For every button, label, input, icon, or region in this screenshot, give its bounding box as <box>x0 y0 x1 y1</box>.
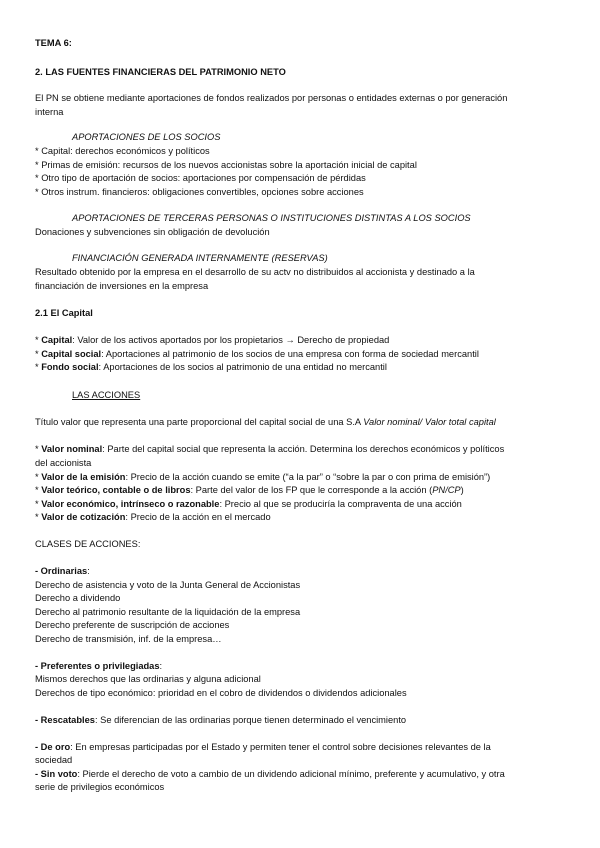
desc: : Parte del valor de los FP que le corresponde a la acción ( <box>190 485 433 495</box>
desc: : Aportaciones de los socios al patrimonio de una entidad no mercantil <box>98 362 387 372</box>
socios-item: * Otro tipo de aportación de socios: aportaciones por compensación de pérdidas <box>35 173 366 183</box>
socios-item: * Primas de emisión: recursos de los nuevos accionistas sobre la aportación inicial de capital <box>35 160 417 170</box>
socios-item: * Capital: derechos económicos y políticos <box>35 146 210 156</box>
ordinarias-title <box>35 565 90 578</box>
ordinarias-item: Derecho a dividendo <box>35 593 121 603</box>
aportaciones-terceros-text: Donaciones y subvenciones sin obligación de devolución <box>35 227 270 237</box>
term: Valor de la emisión <box>41 472 126 482</box>
tema-label: TEMA 6: <box>35 38 72 48</box>
preferentes-title <box>35 660 162 673</box>
ordinarias-item: Derecho al patrimonio resultante de la liquidación de la empresa <box>35 607 301 617</box>
intro-line-2: interna <box>35 107 64 117</box>
bullet: * <box>35 362 42 372</box>
desc: : Aportaciones al patrimonio de los socios de una empresa con forma de sociedad mercantil <box>101 349 479 359</box>
bullet: * <box>35 472 42 482</box>
valor-emision-item <box>35 471 490 484</box>
term: Valor teórico, contable o de libros <box>41 485 191 495</box>
sin-voto-cont: serie de privilegios económicos <box>35 782 165 792</box>
aportaciones-socios-heading: APORTACIONES DE LOS SOCIOS <box>72 132 221 142</box>
bullet: * <box>35 335 42 345</box>
preferentes-item: Mismos derechos que las ordinarias y alguna adicional <box>35 674 261 684</box>
clases-heading: CLASES DE ACCIONES: <box>35 539 141 549</box>
financiacion-interna-line-2: financiación de inversiones en la empresa <box>35 281 209 291</box>
ordinarias-item: Derecho de transmisión, inf. de la empresa… <box>35 634 222 644</box>
valor-cotizacion-item <box>35 511 271 524</box>
end: ) <box>460 485 464 495</box>
title: - De oro <box>35 742 71 752</box>
desc: : En empresas participadas por el Estado y permiten tener el control sobre decisiones relevantes de la <box>70 742 491 752</box>
acciones-heading: LAS ACCIONES <box>72 390 141 400</box>
bullet: * <box>35 444 42 454</box>
bullet: * <box>35 485 42 495</box>
bullet: * <box>35 499 42 509</box>
desc: : Precio al que se produciría la compraventa de una acción <box>219 499 462 509</box>
term: Valor de cotización <box>41 512 126 522</box>
term: Capital social <box>41 349 102 359</box>
title: - Sin voto <box>35 769 78 779</box>
colon: : <box>159 661 163 671</box>
definition-text: Título valor que representa una parte proporcional del capital social de una S.A <box>35 417 364 427</box>
acciones-definition <box>35 416 496 429</box>
section-title: 2. LAS FUENTES FINANCIERAS DEL PATRIMONIO NETO <box>35 67 286 77</box>
term: Valor económico, intrínseco o razonable <box>41 499 220 509</box>
desc: : Se diferencian de las ordinarias porque tienen determinado el vencimiento <box>94 715 407 725</box>
capital-social-item <box>35 348 479 361</box>
desc: : Pierde el derecho de voto a cambio de un dividendo adicional mínimo, preferente y acumulativo, y otra <box>77 769 505 779</box>
financiacion-interna-heading: FINANCIACIÓN GENERADA INTERNAMENTE (RESERVAS) <box>72 253 328 263</box>
term: Fondo social <box>41 362 99 372</box>
desc: : Precio de la acción en el mercado <box>125 512 271 522</box>
financiacion-interna-line-1: Resultado obtenido por la empresa en el desarrollo de su actv no distribuidos al accionista y destinado a la <box>35 267 475 277</box>
valor-economico-item <box>35 498 462 511</box>
ordinarias-item: Derecho de asistencia y voto de la Junta General de Accionistas <box>35 580 301 590</box>
title: - Preferentes o privilegiadas <box>35 661 160 671</box>
desc: : Valor de los activos aportados por los propietarios → Derecho de propiedad <box>72 335 390 345</box>
de-oro-item <box>35 741 491 754</box>
capital-item <box>35 334 389 347</box>
valor-nominal-cont: del accionista <box>35 458 92 468</box>
valor-nominal-item <box>35 443 504 456</box>
italic: PN/CP <box>432 485 461 495</box>
desc: : Parte del capital social que representa la acción. Determina los derechos económicos y políticos <box>102 444 505 454</box>
rescatables-item <box>35 714 406 727</box>
desc: : Precio de la acción cuando se emite (“a la par” o “sobre la par o con prima de emisión”) <box>125 472 491 482</box>
ordinarias-item: Derecho preferente de suscripción de acciones <box>35 620 230 630</box>
aportaciones-terceros-heading: APORTACIONES DE TERCERAS PERSONAS O INSTITUCIONES DISTINTAS A LOS SOCIOS <box>72 213 471 223</box>
de-oro-cont: sociedad <box>35 755 73 765</box>
socios-item: * Otros instrum. financieros: obligaciones convertibles, opciones sobre acciones <box>35 187 364 197</box>
valor-teorico-item <box>35 484 464 497</box>
fondo-social-item <box>35 361 387 374</box>
definition-italic: Valor nominal/ Valor total capital <box>363 417 496 427</box>
bullet: * <box>35 512 42 522</box>
title: - Ordinarias <box>35 566 88 576</box>
title: - Rescatables <box>35 715 95 725</box>
intro-line-1: El PN se obtiene mediante aportaciones de fondos realizados por personas o entidades externas o por generación <box>35 93 508 103</box>
term: Capital <box>41 335 73 345</box>
colon: : <box>87 566 90 576</box>
preferentes-item: Derechos de tipo económico: prioridad en el cobro de dividendos o dividendos adicionales <box>35 688 407 698</box>
bullet: * <box>35 349 42 359</box>
capital-section-title: 2.1 El Capital <box>35 308 93 318</box>
sin-voto-item <box>35 768 505 781</box>
term: Valor nominal <box>41 444 103 454</box>
